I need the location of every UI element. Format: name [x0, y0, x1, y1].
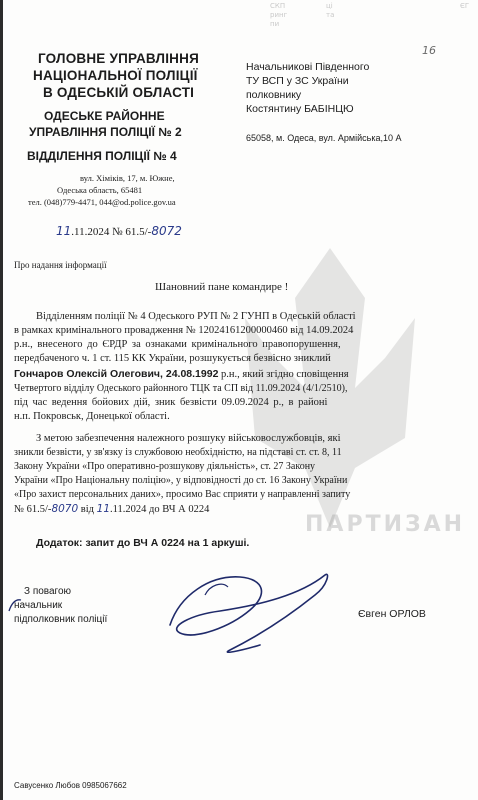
paragraph2-line-5: «Про захист персональних даних», просимо Вас сприяти у направленні запиту: [14, 489, 351, 500]
svg-text:СКП: СКП: [270, 2, 286, 10]
paragraph1-line-5-rest: р.н., який згідно сповіщення: [218, 369, 349, 380]
signature-title: начальник: [14, 600, 63, 611]
sender-line-4: ОДЕСЬКЕ РАЙОННЕ: [44, 109, 165, 123]
outgoing-number: [56, 224, 182, 238]
attachment: Додаток: запит до ВЧ А 0224 на 1 аркуші.: [36, 537, 250, 549]
paragraph1-line-3: р.н., внесеного до ЄРДР за ознаками кримінального правопорушення,: [14, 339, 341, 350]
sender-address-1: вул. Хіміків, 17, м. Южне,: [80, 173, 175, 183]
sender-line-6: ВІДДІЛЕННЯ ПОЛІЦІЇ № 4: [27, 149, 177, 163]
outgoing-day-hand: 11: [56, 224, 72, 238]
paragraph1-line-1: Відділенням поліції № 4 Одеського РУП № 2 ГУНП в Одеській області: [36, 311, 356, 322]
recipient-address: 65058, м. Одеса, вул. Армійська,10 А: [246, 133, 402, 143]
person-name: Гончаров Олексій Олегович, 24.08.1992: [14, 368, 219, 380]
watermark: ПАРТИЗАН: [305, 512, 466, 537]
paragraph2-line-4: України «Про Національну поліцію», у відповідності до ст. 16 Закону України: [14, 475, 348, 486]
margin-note: 16: [422, 44, 436, 57]
top-bleed-through: [268, 0, 478, 40]
salutation: Шановний пане командире !: [155, 281, 289, 293]
signature-name: Євген ОРЛОВ: [358, 608, 426, 620]
svg-text:та: та: [326, 11, 335, 19]
svg-text:пи: пи: [270, 20, 280, 28]
sender-line-3: В ОДЕСЬКІЙ ОБЛАСТІ: [43, 85, 195, 100]
subject: Про надання інформації: [14, 260, 107, 270]
request-ref-hand-number: 8070: [51, 503, 79, 515]
paragraph1-line-2: в рамках кримінального провадження № 12024161200000460 від 14.09.2024: [14, 325, 354, 336]
sender-line-5: УПРАВЛІННЯ ПОЛІЦІЇ № 2: [29, 125, 182, 139]
signature-title-2: підполковник поліції: [14, 614, 108, 625]
paragraph2-line-3: Закону України «Про оперативно-розшукову діяльність», ст. 27 Закону: [14, 461, 316, 472]
request-ref-mid: від: [78, 504, 97, 515]
scan-edge: [0, 0, 3, 800]
sender-address-2: Одеська область, 65481: [57, 185, 143, 195]
recipient-line-4: Костянтину БАБІНЦЮ: [246, 103, 354, 115]
signature-respect: З повагою: [24, 586, 72, 597]
request-ref-prefix: № 61.5/-: [14, 504, 52, 515]
outgoing-number-hand: 8072: [151, 224, 182, 238]
sender-contacts: тел. (048)779-4471, 044@od.police.gov.ua: [28, 197, 176, 207]
request-reference: [14, 503, 209, 516]
paragraph1-line-5: [14, 368, 349, 381]
recipient-line-1: Начальникові Південного: [246, 61, 370, 73]
svg-text:ЄГ: ЄГ: [460, 2, 470, 10]
paragraph2-line-2: зникли безвісти, у зв'язку із службовою необхідністю, на підставі ст. ст. 8, 11: [14, 447, 342, 458]
paragraph1-line-7: під час ведення бойових дій, зник безвісти 09.09.2024 р., в районі: [14, 397, 328, 408]
handwritten-signature: [150, 555, 340, 665]
sender-line-1: ГОЛОВНЕ УПРАВЛІННЯ: [38, 51, 199, 66]
request-ref-suffix: .11.2024 до ВЧ А 0224: [110, 504, 210, 515]
outgoing-number-text: .11.2024 № 61.5/-: [71, 226, 152, 238]
signature-mark: [6, 596, 24, 614]
recipient-line-2: ТУ ВСП у ЗС України: [246, 75, 349, 87]
svg-text:ці: ці: [326, 2, 333, 10]
paragraph2-line-1: З метою забезпечення належного розшуку військовослужбовців, які: [36, 433, 341, 444]
paragraph1-line-8: н.п. Покровськ, Донецької області.: [14, 411, 170, 422]
request-ref-hand-day: 11: [96, 503, 111, 515]
sender-line-2: НАЦІОНАЛЬНОЇ ПОЛІЦІЇ: [33, 68, 198, 83]
paragraph1-line-4: передбаченого ч. 1 ст. 115 КК України, розшукується безвісно зниклий: [14, 353, 331, 364]
recipient-line-3: полковнику: [246, 89, 302, 101]
paragraph1-line-6: Четвертого відділу Одеського районного ТЦК та СП від 11.09.2024 (4/1/2510),: [14, 383, 348, 394]
executor: Савусенко Любов 0985067662: [14, 781, 127, 790]
svg-text:ринг: ринг: [270, 11, 288, 19]
